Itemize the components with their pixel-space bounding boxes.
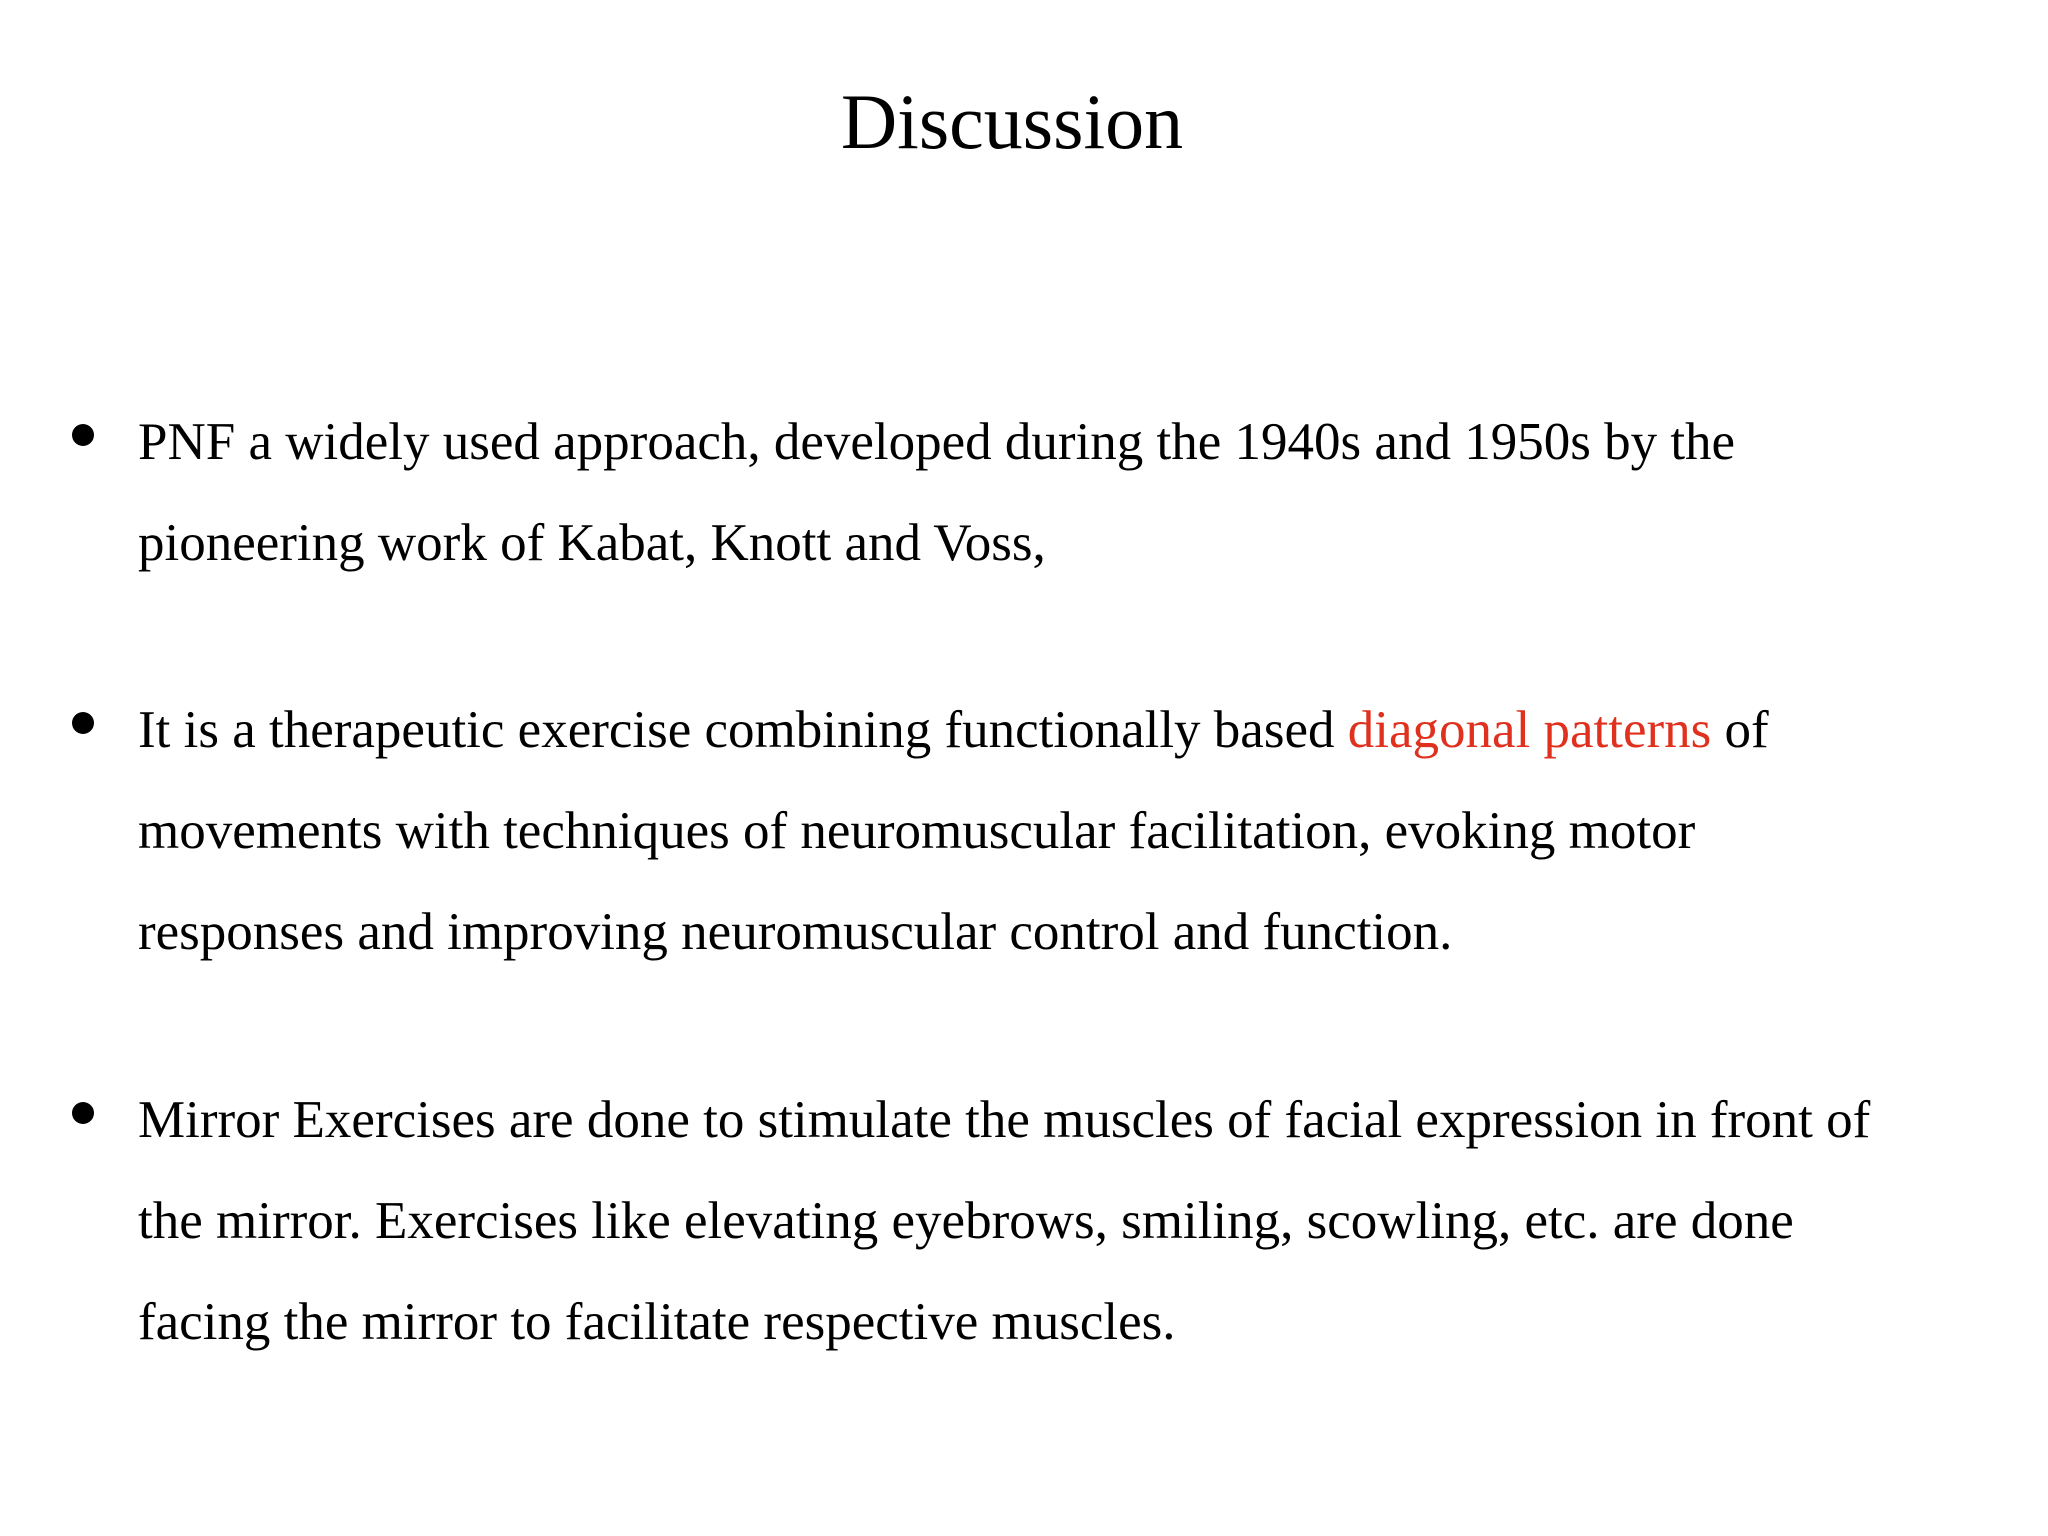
bullet-line: PNF a widely used approach, developed during the 1940s and 1950s by the — [138, 413, 1736, 471]
bullet-line: the mirror. Exercises like elevating eyebrows, smiling, scowling, etc. are done — [138, 1192, 1794, 1250]
bullet-dot-icon — [72, 712, 94, 734]
bullet-line-start: It is a therapeutic exercise combining functionally based — [138, 701, 1348, 759]
bullet-text — [138, 392, 2018, 594]
bullet-line — [138, 680, 2018, 781]
bullet-dot-icon — [72, 1102, 94, 1124]
bullet-line: movements with techniques of neuromuscular facilitation, evoking motor — [138, 802, 1696, 860]
bullet-text — [138, 1070, 2018, 1373]
highlighted-term: diagonal patterns — [1347, 701, 1712, 759]
bullet-line: pioneering work of Kabat, Knott and Voss, — [138, 514, 1046, 572]
bullet-dot-icon — [72, 424, 94, 446]
bullet-line: responses and improving neuromuscular control and function. — [138, 903, 1453, 961]
bullet-line: Mirror Exercises are done to stimulate the muscles of facial expression in front of — [138, 1091, 1871, 1149]
bullet-line: facing the mirror to facilitate respective muscles. — [138, 1293, 1176, 1351]
bullet-line-end: of — [1711, 701, 1769, 759]
slide-title: Discussion — [840, 78, 1184, 165]
bullet-text — [138, 680, 2018, 983]
